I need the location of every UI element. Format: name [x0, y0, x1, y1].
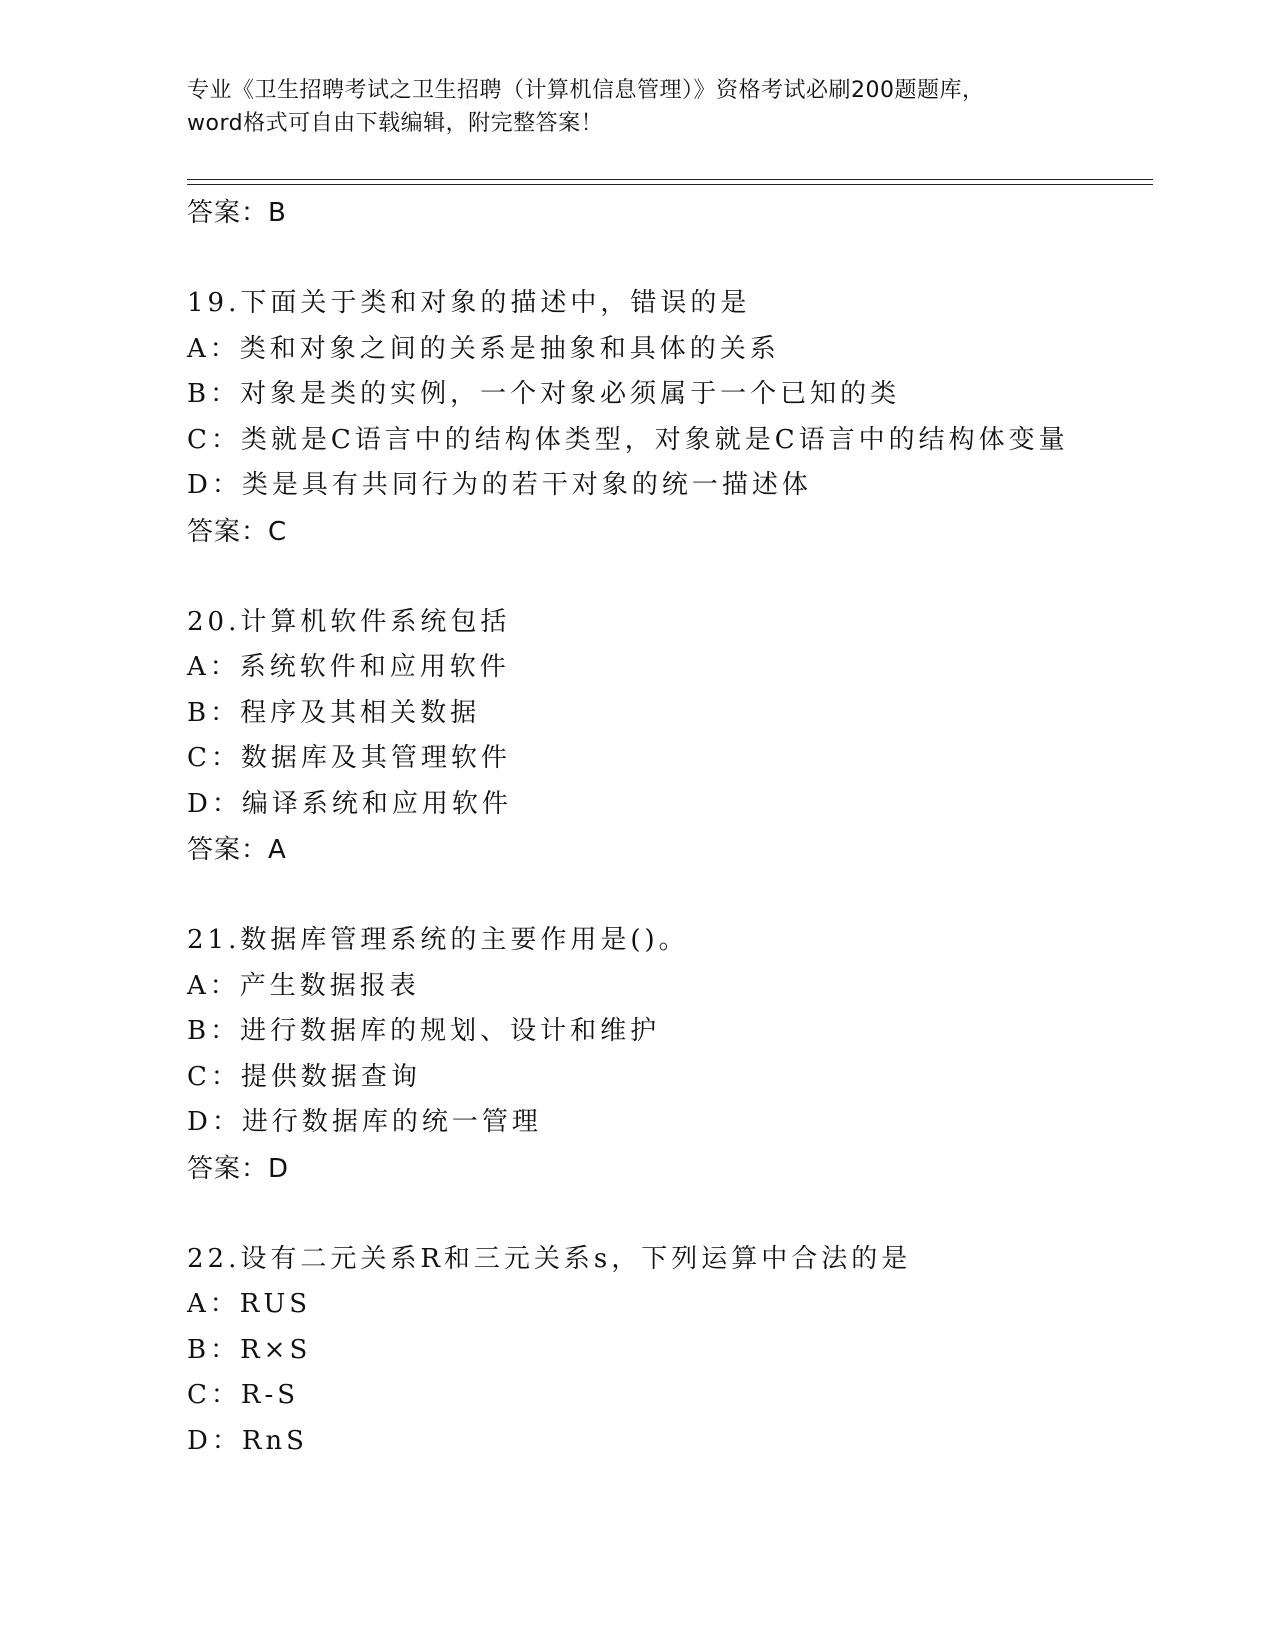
- document-header: [187, 74, 1087, 140]
- question-block-22: [187, 1237, 1147, 1465]
- option-c: C：提供数据查询: [187, 1061, 421, 1092]
- answer: 答案：D: [187, 1153, 290, 1184]
- question-stem: 20.计算机软件系统包括: [187, 606, 511, 637]
- option-a: A：系统软件和应用软件: [187, 652, 510, 682]
- option-d: D：编译系统和应用软件: [187, 788, 512, 819]
- question-stem: 21.数据库管理系统的主要作用是()。: [187, 925, 689, 955]
- header-divider-top: [187, 179, 1153, 180]
- question-block-19: [187, 281, 1147, 555]
- option-d: D：进行数据库的统一管理: [187, 1107, 542, 1137]
- option-c: C：R-S: [187, 1380, 300, 1410]
- answer-prev: 答案：B: [187, 198, 287, 228]
- question-block-21: [187, 918, 1147, 1192]
- option-b: B：对象是类的实例，一个对象必须属于一个已知的类: [187, 379, 901, 409]
- option-c: C：数据库及其管理软件: [187, 743, 511, 773]
- header-line-2: word格式可自由下载编辑，附完整答案！: [187, 111, 604, 136]
- option-a: A：RUS: [187, 1289, 312, 1319]
- answer: 答案：A: [187, 835, 287, 865]
- option-d: D：RnS: [187, 1425, 308, 1456]
- spacer: [187, 555, 1147, 600]
- answer: 答案：C: [187, 516, 288, 547]
- question-list: [187, 190, 1147, 1464]
- question-block-20: [187, 600, 1147, 874]
- option-c: C：类就是C语言中的结构体类型，对象就是C语言中的结构体变量: [187, 424, 1069, 455]
- question-stem: 19.下面关于类和对象的描述中，错误的是: [187, 288, 751, 318]
- option-a: A：产生数据报表: [187, 970, 420, 1001]
- option-b: B：程序及其相关数据: [187, 697, 481, 728]
- question-stem: 22.设有二元关系R和三元关系s，下列运算中合法的是: [187, 1243, 912, 1274]
- spacer: [187, 873, 1147, 918]
- header-divider-bottom: [187, 184, 1153, 185]
- spacer: [187, 236, 1147, 281]
- option-b: B：R×S: [187, 1334, 312, 1365]
- header-line-1: 专业《卫生招聘考试之卫生招聘（计算机信息管理）》资格考试必刷200题题库，: [187, 78, 985, 103]
- spacer: [187, 1192, 1147, 1237]
- option-a: A：类和对象之间的关系是抽象和具体的关系: [187, 333, 780, 364]
- option-b: B：进行数据库的规划、设计和维护: [187, 1016, 661, 1046]
- option-d: D：类是具有共同行为的若干对象的统一描述体: [187, 470, 812, 500]
